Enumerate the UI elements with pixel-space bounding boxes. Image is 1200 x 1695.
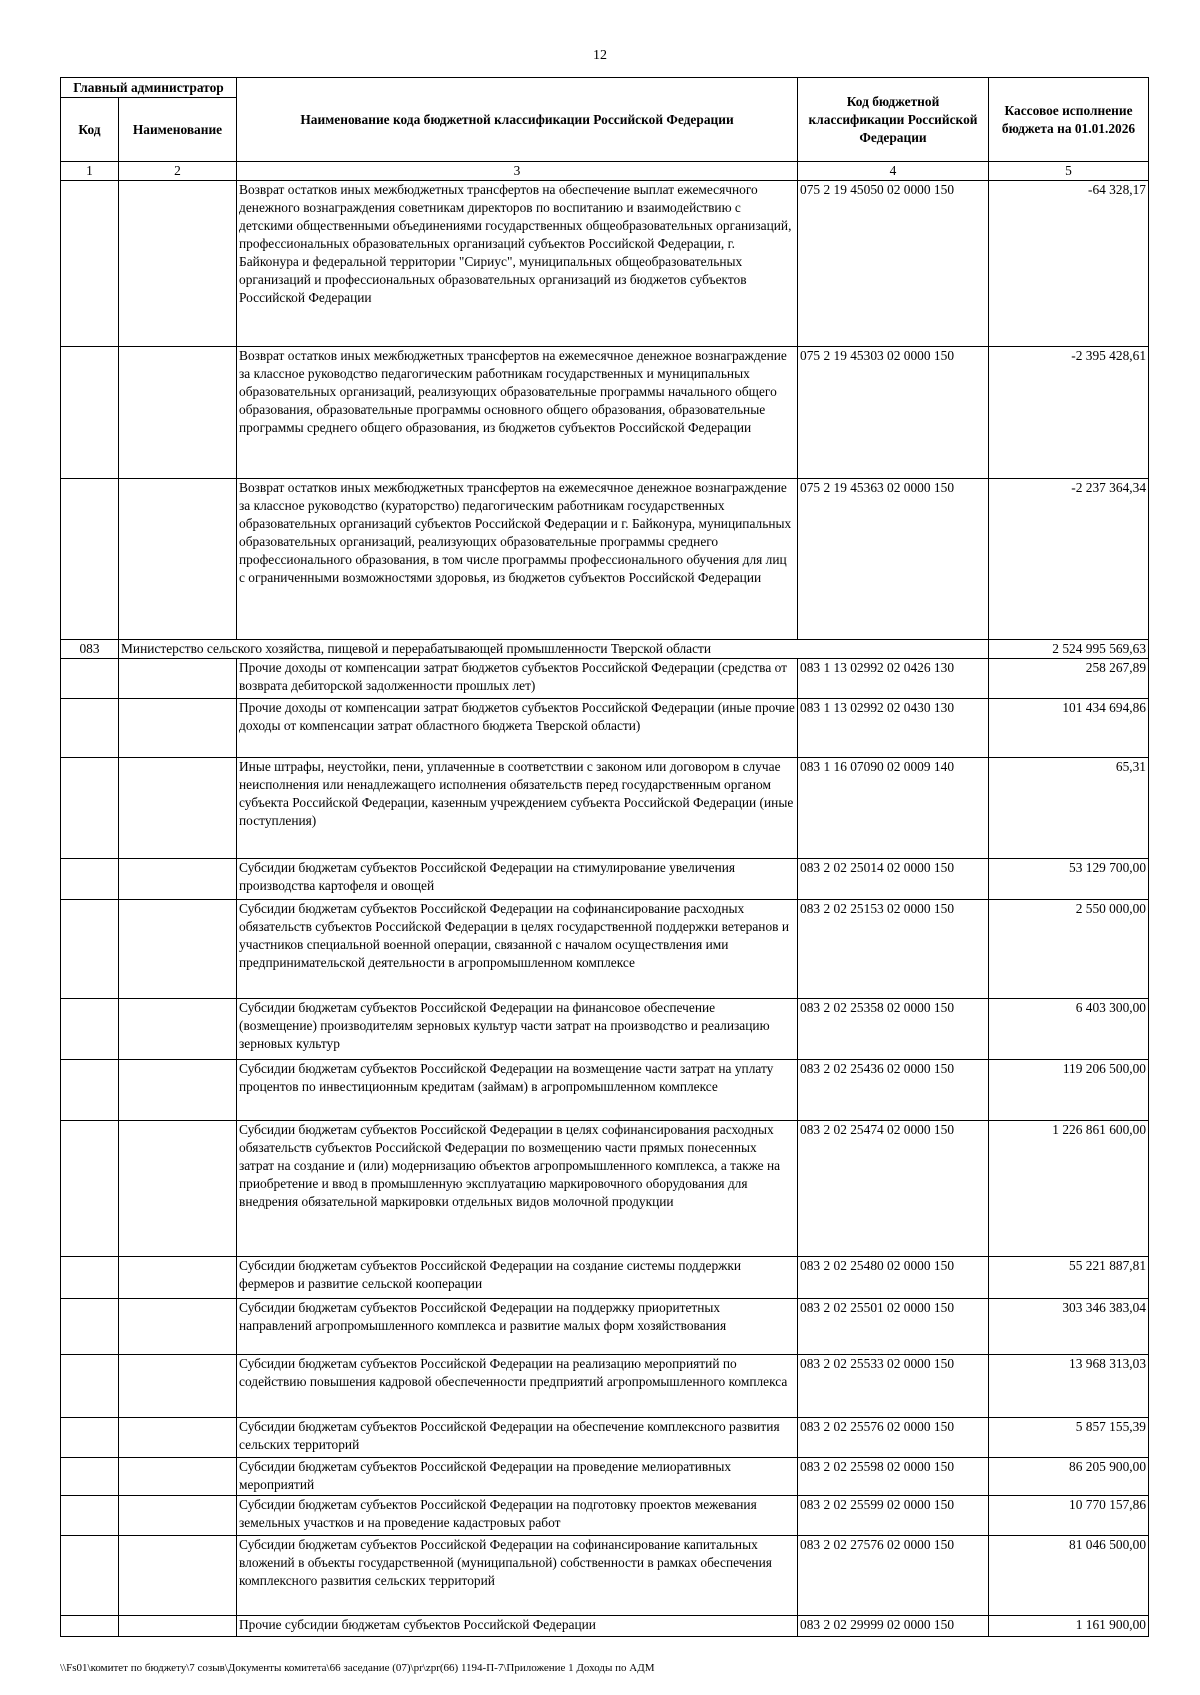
amount-cell: 10 770 157,86 bbox=[989, 1496, 1149, 1536]
admin-name-cell bbox=[119, 758, 237, 859]
admin-code-cell bbox=[61, 1060, 119, 1121]
admin-code-cell bbox=[61, 758, 119, 859]
admin-code-cell bbox=[61, 1616, 119, 1637]
admin-name-cell bbox=[119, 1121, 237, 1257]
amount-cell: 1 226 861 600,00 bbox=[989, 1121, 1149, 1257]
description-cell: Субсидии бюджетам субъектов Российской Федерации на софинансирование расходных обязательств субъектов Российской Федерации в целях государственной поддержки ветеранов и участников специальной военной операции, связанной с началом осуществления ими предпринимательской деятельности в агропромышленном комплексе bbox=[237, 900, 798, 999]
bk-code-cell: 083 2 02 25501 02 0000 150 bbox=[798, 1299, 989, 1355]
name-header: Наименование bbox=[119, 98, 237, 162]
bk-code-cell: 083 1 13 02992 02 0430 130 bbox=[798, 699, 989, 758]
table-row bbox=[61, 1299, 1149, 1355]
section-code: 083 bbox=[61, 640, 119, 659]
bk-code-cell: 083 2 02 25153 02 0000 150 bbox=[798, 900, 989, 999]
admin-name-cell bbox=[119, 900, 237, 999]
bk-code-cell: 083 1 13 02992 02 0426 130 bbox=[798, 659, 989, 699]
table-row bbox=[61, 1418, 1149, 1458]
admin-code-cell bbox=[61, 1355, 119, 1418]
table-row bbox=[61, 859, 1149, 900]
bk-code-header: Код бюджетной классификации Российской Федерации bbox=[798, 78, 989, 162]
page-number: 12 bbox=[593, 48, 607, 63]
admin-name-cell bbox=[119, 1458, 237, 1496]
admin-code-cell bbox=[61, 1121, 119, 1257]
table-header bbox=[61, 78, 1149, 181]
bk-code-cell: 083 2 02 25533 02 0000 150 bbox=[798, 1355, 989, 1418]
description-cell: Субсидии бюджетам субъектов Российской Федерации на возмещение части затрат на уплату процентов по инвестиционным кредитам (займам) в агропромышленном комплексе bbox=[237, 1060, 798, 1121]
exec-header: Кассовое исполнение бюджета на 01.01.2026 bbox=[989, 78, 1149, 162]
table-row bbox=[61, 1060, 1149, 1121]
table-row bbox=[61, 900, 1149, 999]
admin-name-cell bbox=[119, 1060, 237, 1121]
table-row bbox=[61, 1458, 1149, 1496]
amount-cell: 86 205 900,00 bbox=[989, 1458, 1149, 1496]
bk-code-cell: 075 2 19 45303 02 0000 150 bbox=[798, 347, 989, 479]
description-cell: Субсидии бюджетам субъектов Российской Федерации на софинансирование капитальных вложений в объекты государственной (муниципальной) собственности в рамках обеспечения комплексного развития сельских территорий bbox=[237, 1536, 798, 1616]
bk-code-cell: 083 2 02 27576 02 0000 150 bbox=[798, 1536, 989, 1616]
table-row bbox=[61, 1536, 1149, 1616]
description-cell: Прочие субсидии бюджетам субъектов Российской Федерации bbox=[237, 1616, 798, 1637]
bk-code-cell: 083 2 02 25480 02 0000 150 bbox=[798, 1257, 989, 1299]
bk-code-cell: 075 2 19 45050 02 0000 150 bbox=[798, 181, 989, 347]
admin-name-cell bbox=[119, 1616, 237, 1637]
description-cell: Субсидии бюджетам субъектов Российской Федерации на обеспечение комплексного развития сельских территорий bbox=[237, 1418, 798, 1458]
bk-code-cell: 083 1 16 07090 02 0009 140 bbox=[798, 758, 989, 859]
bk-code-cell: 083 2 02 25474 02 0000 150 bbox=[798, 1121, 989, 1257]
description-cell: Возврат остатков иных межбюджетных трансфертов на ежемесячное денежное вознаграждение за классное руководство (кураторство) педагогическим работникам государственных образовательных организаций субъектов Российской Федерации и г. Байконура, муниципальных образовательных организаций, реализующих образовательные программы среднего профессионального образования, в том числе программы профессионального обучения для лиц с ограниченными возможностями здоровья, из бюджетов субъектов Российской Федерации bbox=[237, 479, 798, 640]
section-name: Министерство сельского хозяйства, пищевой и перерабатывающей промышленности Тверской области bbox=[119, 640, 989, 659]
file-path-footer: \\Fs01\комитет по бюджету\7 созыв\Документы комитета\66 заседание (07)\pr\zpr(66) 1194-П-7\Приложение 1 Доходы по АДМ bbox=[60, 1662, 655, 1674]
admin-name-cell bbox=[119, 1299, 237, 1355]
description-cell: Субсидии бюджетам субъектов Российской Федерации на финансовое обеспечение (возмещение) производителям зерновых культур части затрат на производство и реализацию зерновых культур bbox=[237, 999, 798, 1060]
bk-code-cell: 083 2 02 25576 02 0000 150 bbox=[798, 1418, 989, 1458]
admin-name-cell bbox=[119, 1257, 237, 1299]
admin-code-cell bbox=[61, 699, 119, 758]
admin-code-cell bbox=[61, 1536, 119, 1616]
table-row bbox=[61, 479, 1149, 640]
admin-code-cell bbox=[61, 900, 119, 999]
bk-code-cell: 083 2 02 25014 02 0000 150 bbox=[798, 859, 989, 900]
col-num-3: 3 bbox=[237, 162, 798, 181]
admin-code-cell bbox=[61, 347, 119, 479]
col-num-1: 1 bbox=[61, 162, 119, 181]
amount-cell: 55 221 887,81 bbox=[989, 1257, 1149, 1299]
bk-code-cell: 083 2 02 25358 02 0000 150 bbox=[798, 999, 989, 1060]
description-cell: Субсидии бюджетам субъектов Российской Федерации на создание системы поддержки фермеров и развитие сельской кооперации bbox=[237, 1257, 798, 1299]
col-num-5: 5 bbox=[989, 162, 1149, 181]
admin-code-cell bbox=[61, 1458, 119, 1496]
amount-cell: 6 403 300,00 bbox=[989, 999, 1149, 1060]
description-cell: Субсидии бюджетам субъектов Российской Федерации на подготовку проектов межевания земельных участков и на проведение кадастровых работ bbox=[237, 1496, 798, 1536]
admin-name-cell bbox=[119, 699, 237, 758]
description-cell: Субсидии бюджетам субъектов Российской Федерации на реализацию мероприятий по содействию повышения кадровой обеспеченности предприятий агропромышленного комплекса bbox=[237, 1355, 798, 1418]
table-row bbox=[61, 758, 1149, 859]
col-num-2: 2 bbox=[119, 162, 237, 181]
column-numbers bbox=[61, 162, 1149, 181]
admin-name-cell bbox=[119, 1536, 237, 1616]
description-cell: Прочие доходы от компенсации затрат бюджетов субъектов Российской Федерации (средства от возврата дебиторской задолженности прошлых лет) bbox=[237, 659, 798, 699]
col-num-4: 4 bbox=[798, 162, 989, 181]
revenue-table bbox=[60, 77, 1149, 1637]
description-cell: Возврат остатков иных межбюджетных трансфертов на обеспечение выплат ежемесячного денежного вознаграждения советникам директоров по воспитанию и взаимодействию с детскими общественными объединениями государственных общеобразовательных организаций, профессиональных образовательных организаций субъектов Российской Федерации, г. Байконура и федеральной территории "Сириус", муниципальных общеобразовательных организаций и профессиональных образовательных организаций из бюджетов субъектов Российской Федерации bbox=[237, 181, 798, 347]
amount-cell: 2 550 000,00 bbox=[989, 900, 1149, 999]
amount-cell: 101 434 694,86 bbox=[989, 699, 1149, 758]
amount-cell: 53 129 700,00 bbox=[989, 859, 1149, 900]
description-cell: Субсидии бюджетам субъектов Российской Федерации на проведение мелиоративных мероприятий bbox=[237, 1458, 798, 1496]
amount-cell: -2 237 364,34 bbox=[989, 479, 1149, 640]
description-cell: Субсидии бюджетам субъектов Российской Федерации на поддержку приоритетных направлений агропромышленного комплекса и развитие малых форм хозяйствования bbox=[237, 1299, 798, 1355]
admin-code-cell bbox=[61, 181, 119, 347]
table-row bbox=[61, 1257, 1149, 1299]
bk-code-cell: 075 2 19 45363 02 0000 150 bbox=[798, 479, 989, 640]
amount-cell: 1 161 900,00 bbox=[989, 1616, 1149, 1637]
admin-name-cell bbox=[119, 479, 237, 640]
amount-cell: 258 267,89 bbox=[989, 659, 1149, 699]
table-body bbox=[61, 181, 1149, 1637]
description-cell: Субсидии бюджетам субъектов Российской Федерации на стимулирование увеличения производства картофеля и овощей bbox=[237, 859, 798, 900]
section-amount: 2 524 995 569,63 bbox=[989, 640, 1149, 659]
admin-code-cell bbox=[61, 1418, 119, 1458]
code-header: Код bbox=[61, 98, 119, 162]
amount-cell: 119 206 500,00 bbox=[989, 1060, 1149, 1121]
bk-code-cell: 083 2 02 25598 02 0000 150 bbox=[798, 1458, 989, 1496]
admin-name-cell bbox=[119, 1496, 237, 1536]
admin-name-cell bbox=[119, 181, 237, 347]
section-row bbox=[61, 640, 1149, 659]
table-row bbox=[61, 1616, 1149, 1637]
bk-name-header: Наименование кода бюджетной классификации Российской Федерации bbox=[237, 78, 798, 162]
admin-code-cell bbox=[61, 1496, 119, 1536]
amount-cell: -64 328,17 bbox=[989, 181, 1149, 347]
description-cell: Прочие доходы от компенсации затрат бюджетов субъектов Российской Федерации (иные прочие доходы от компенсации затрат областного бюджета Тверской области) bbox=[237, 699, 798, 758]
description-cell: Возврат остатков иных межбюджетных трансфертов на ежемесячное денежное вознаграждение за классное руководство педагогическим работникам государственных и муниципальных образовательных организаций, реализующих образовательные программы начального общего образования, образовательные программы основного общего образования, образовательные программы среднего общего образования, из бюджетов субъектов Российской Федерации bbox=[237, 347, 798, 479]
bk-code-cell: 083 2 02 25599 02 0000 150 bbox=[798, 1496, 989, 1536]
table-row bbox=[61, 659, 1149, 699]
description-cell: Иные штрафы, неустойки, пени, уплаченные в соответствии с законом или договором в случае неисполнения или ненадлежащего исполнения обязательств перед государственным органом субъекта Российской Федерации, казенным учреждением субъекта Российской Федерации (иные поступления) bbox=[237, 758, 798, 859]
table-row bbox=[61, 1355, 1149, 1418]
amount-cell: 5 857 155,39 bbox=[989, 1418, 1149, 1458]
table-row bbox=[61, 1496, 1149, 1536]
admin-name-cell bbox=[119, 999, 237, 1060]
amount-cell: -2 395 428,61 bbox=[989, 347, 1149, 479]
admin-name-cell bbox=[119, 347, 237, 479]
admin-code-cell bbox=[61, 1299, 119, 1355]
table-row bbox=[61, 347, 1149, 479]
bk-code-cell: 083 2 02 29999 02 0000 150 bbox=[798, 1616, 989, 1637]
admin-name-cell bbox=[119, 1355, 237, 1418]
admin-name-cell bbox=[119, 659, 237, 699]
admin-code-cell bbox=[61, 1257, 119, 1299]
admin-code-cell bbox=[61, 859, 119, 900]
admin-group-header: Главный администратор bbox=[61, 78, 237, 98]
table-row bbox=[61, 699, 1149, 758]
admin-code-cell bbox=[61, 659, 119, 699]
admin-code-cell bbox=[61, 479, 119, 640]
amount-cell: 303 346 383,04 bbox=[989, 1299, 1149, 1355]
admin-name-cell bbox=[119, 1418, 237, 1458]
table-row bbox=[61, 999, 1149, 1060]
amount-cell: 65,31 bbox=[989, 758, 1149, 859]
description-cell: Субсидии бюджетам субъектов Российской Федерации в целях софинансирования расходных обязательств субъектов Российской Федерации по возмещению части прямых понесенных затрат на создание и (или) модернизацию объектов агропромышленного комплекса, а также на приобретение и ввод в промышленную эксплуатацию маркировочного оборудования для внедрения обязательной маркировки отдельных видов молочной продукции bbox=[237, 1121, 798, 1257]
admin-name-cell bbox=[119, 859, 237, 900]
table-row bbox=[61, 1121, 1149, 1257]
admin-code-cell bbox=[61, 999, 119, 1060]
amount-cell: 81 046 500,00 bbox=[989, 1536, 1149, 1616]
table-row bbox=[61, 181, 1149, 347]
amount-cell: 13 968 313,03 bbox=[989, 1355, 1149, 1418]
bk-code-cell: 083 2 02 25436 02 0000 150 bbox=[798, 1060, 989, 1121]
